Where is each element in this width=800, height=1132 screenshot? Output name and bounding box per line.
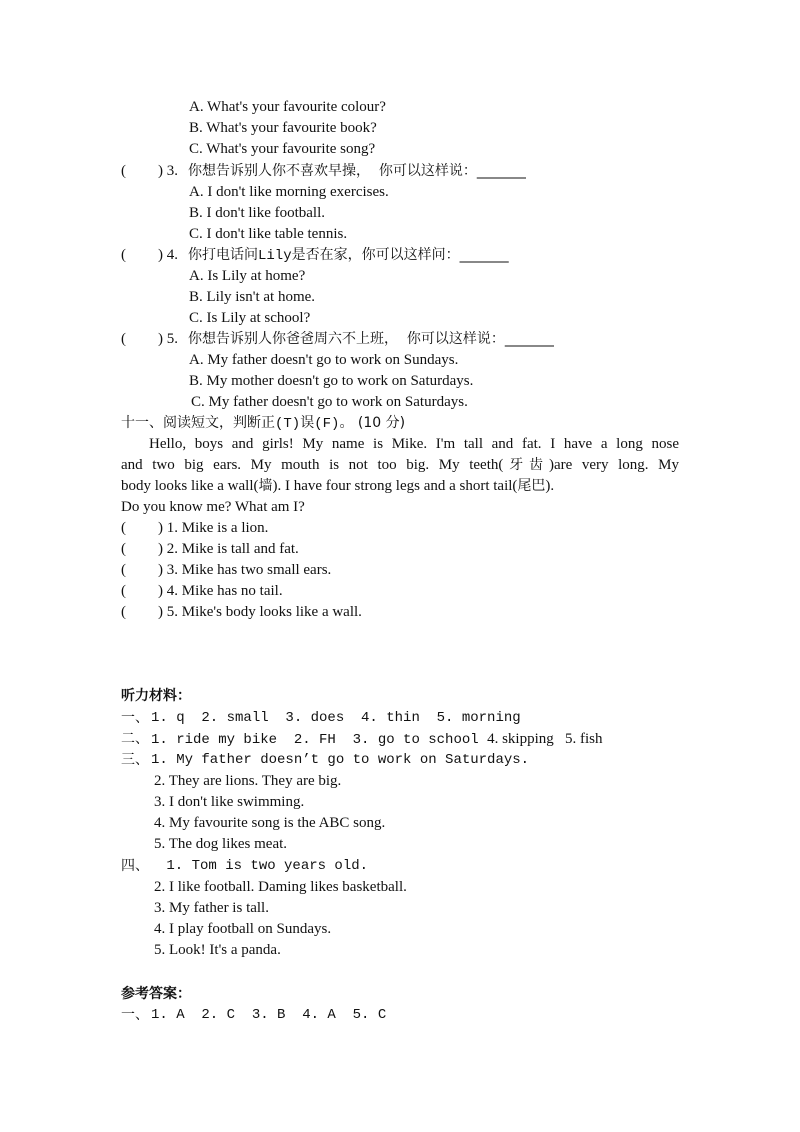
q4-paren: ( xyxy=(121,247,126,263)
q5-number: ) 5. xyxy=(158,331,182,347)
listening-s3-2: 2. They are lions. They are big. xyxy=(154,773,342,789)
tf-item-4: ) 4. Mike has no tail. xyxy=(158,583,283,599)
listening-s4-4: 4. I play football on Sundays. xyxy=(154,921,332,937)
tf-item-5: ) 5. Mike's body looks like a wall. xyxy=(158,604,362,620)
q3-prompt: 你想告诉别人你不喜欢早操， 你可以这样说：_______ xyxy=(188,163,526,179)
q3-number: ) 3. xyxy=(158,163,182,179)
section11-title-score: (10 分) xyxy=(357,415,406,431)
section11-title-f: (F) xyxy=(314,416,340,432)
passage-line-3 xyxy=(121,476,554,497)
q4-number: ) 4. xyxy=(158,247,182,263)
listening-s1: 1. q 2. small 3. does 4. thin 5. morning xyxy=(151,710,521,726)
listening-s4-3: 3. My father is tall. xyxy=(154,900,269,916)
q5-paren: ( xyxy=(121,331,126,347)
listening-s4-1: 1. Tom is two years old. xyxy=(158,858,369,874)
tf-item-1: ) 1. Mike is a lion. xyxy=(158,520,269,536)
q5-prompt: 你想告诉别人你爸爸周六不上班， 你可以这样说：_______ xyxy=(188,331,554,347)
section11-title-t: (T) xyxy=(275,416,301,432)
answers-s1: 1. A 2. C 3. B 4. A 5. C xyxy=(151,1007,387,1023)
listening-s2-serif: 4. skipping 5. fish xyxy=(487,731,603,747)
q3-paren: ( xyxy=(121,163,126,179)
q4-prompt-pre: 你打电话问 xyxy=(188,247,258,263)
tf-paren-1: ( xyxy=(121,520,126,536)
passage-line-2-b: )are very long. My xyxy=(548,457,680,473)
passage-line-3-b: ). I have four strong legs and a short tail( xyxy=(272,478,518,494)
q3-option-b: B. I don't like football. xyxy=(189,205,326,221)
tf-paren-4: ( xyxy=(121,583,126,599)
tf-paren-3: ( xyxy=(121,562,126,578)
passage-tail-cjk: 尾巴 xyxy=(517,478,546,494)
listening-s3-4: 4. My favourite song is the ABC song. xyxy=(154,815,386,831)
section11-title-post: 。 xyxy=(339,415,358,431)
q4-option-b: B. Lily isn't at home. xyxy=(189,289,316,305)
q4-option-a: A. Is Lily at home? xyxy=(189,268,306,284)
listening-s4-2: 2. I like football. Daming likes basketball. xyxy=(154,879,407,895)
section11-title xyxy=(121,413,405,434)
listening-s1-label: 一、 xyxy=(121,710,149,726)
q2-option-a: A. What's your favourite colour? xyxy=(189,99,386,115)
listening-s3-5: 5. The dog likes meat. xyxy=(154,836,288,852)
q4-option-c: C. Is Lily at school? xyxy=(189,310,311,326)
tf-paren-2: ( xyxy=(121,541,126,557)
answers-title: 参考答案： xyxy=(121,986,191,1002)
q4-prompt-post: 是否在家，你可以这样问：_______ xyxy=(291,247,509,263)
tf-item-2: ) 2. Mike is tall and fat. xyxy=(158,541,299,557)
q5-option-c: C. My father doesn't go to work on Saturdays. xyxy=(191,394,468,410)
listening-s2-label: 二、 xyxy=(121,731,149,747)
passage-wall-cjk: 墙 xyxy=(258,478,273,494)
q2-option-c: C. What's your favourite song? xyxy=(189,141,376,157)
q2-option-b: B. What's your favourite book? xyxy=(189,120,377,136)
q5-option-a: A. My father doesn't go to work on Sundays. xyxy=(189,352,459,368)
listening-s2-mono: 1. ride my bike 2. FH 3. go to school xyxy=(151,732,488,748)
q5-option-b: B. My mother doesn't go to work on Saturdays. xyxy=(189,373,474,389)
passage-line-3-c: ). xyxy=(545,478,555,494)
answers-s1-label: 一、 xyxy=(121,1007,149,1023)
listening-s3-3: 3. I don't like swimming. xyxy=(154,794,305,810)
listening-title: 听力材料： xyxy=(121,688,191,704)
tf-paren-5: ( xyxy=(121,604,126,620)
passage-line-4: Do you know me? What am I? xyxy=(121,499,305,515)
q4-prompt-name: Lily xyxy=(258,248,292,264)
listening-s4-label: 四、 xyxy=(121,858,149,874)
section11-title-pre: 十一、阅读短文，判断正 xyxy=(121,415,275,431)
listening-s2 xyxy=(151,729,603,750)
section11-title-mid: 误 xyxy=(300,415,315,431)
q3-option-a: A. I don't like morning exercises. xyxy=(189,184,389,200)
listening-s4-5: 5. Look! It's a panda. xyxy=(154,942,281,958)
q3-option-c: C. I don't like table tennis. xyxy=(189,226,348,242)
listening-s3-1: 1. My father doesn’t go to work on Saturdays. xyxy=(151,752,530,768)
tf-item-3: ) 3. Mike has two small ears. xyxy=(158,562,332,578)
passage-line-3-a: body looks like a wall( xyxy=(121,478,259,494)
passage-teeth-cjk: 牙齿 xyxy=(503,457,549,473)
passage-line-2-a: and two big ears. My mouth is not too big. My teeth( xyxy=(121,457,504,473)
passage-line-2 xyxy=(121,455,679,476)
q4-prompt xyxy=(188,245,509,266)
passage-line-1: Hello, boys and girls! My name is Mike. I'm tall and fat. I have a long nose xyxy=(149,436,679,452)
listening-s3-label: 三、 xyxy=(121,752,149,768)
